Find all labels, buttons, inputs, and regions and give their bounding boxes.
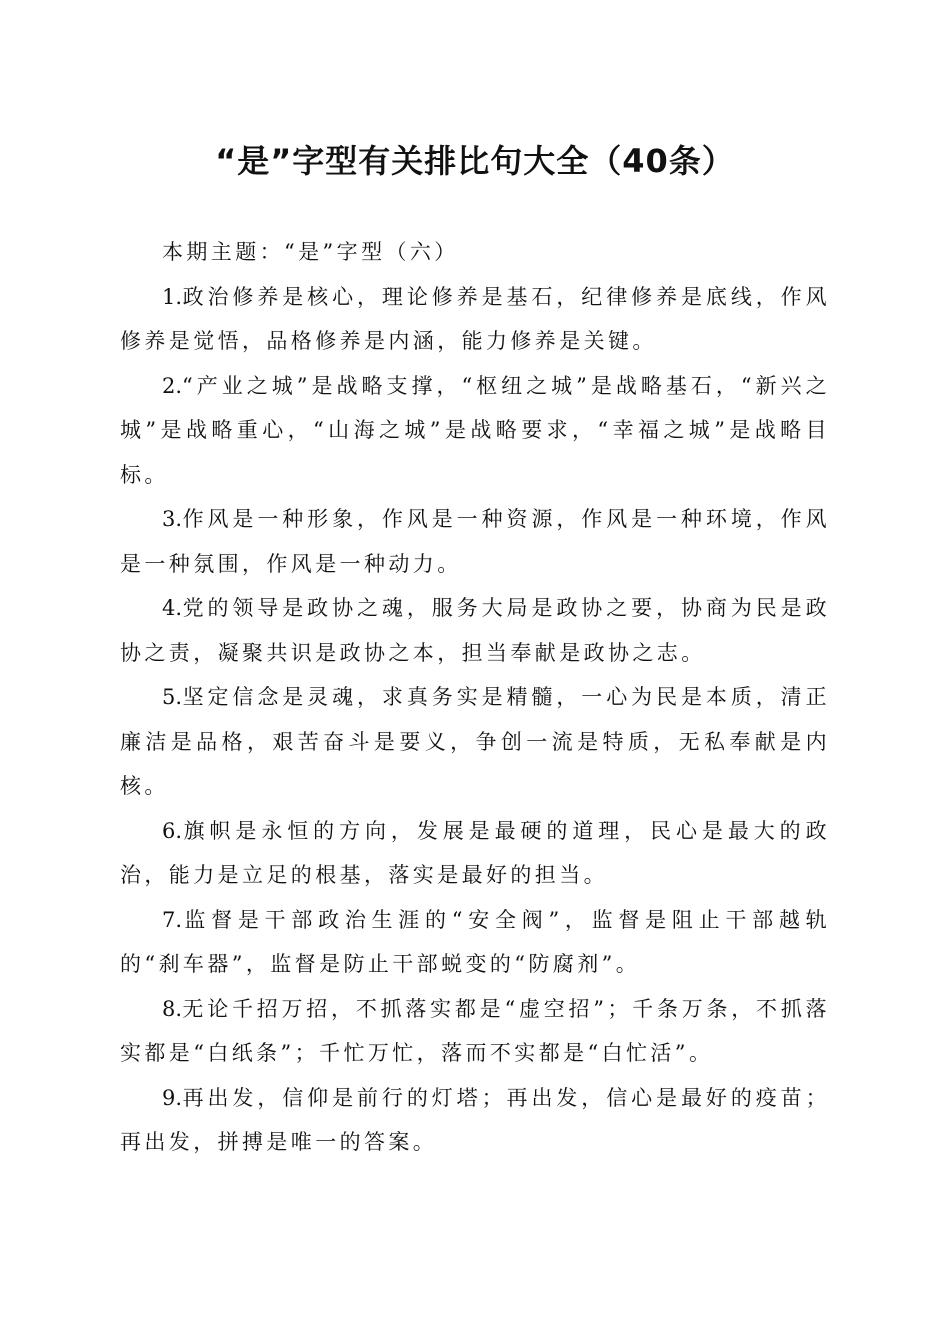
item-text: 作风是一种形象，作风是一种资源，作风是一种环境，作风是一种氛围，作风是一种动力。 [120,507,830,576]
item-text: 党的领导是政协之魂，服务大局是政协之要，协商为民是政协之责，凝聚共识是政协之本，担当奉献是政协之志。 [120,596,830,665]
item-number: 8. [162,996,183,1021]
list-item [120,586,830,675]
list-item [120,275,830,364]
list-item [120,1076,830,1165]
item-number: 5. [162,685,183,709]
item-text: 政治修养是核心，理论修养是基石，纪律修养是底线，作风修养是觉悟，品格修养是内涵，能力修养是关键。 [120,284,830,353]
list-item [120,497,830,586]
item-text: 再出发，信仰是前行的灯塔；再出发，信心是最好的疫苗；再出发，拼搏是唯一的答案。 [120,1085,830,1154]
item-number: 4. [162,596,183,620]
item-text: 旗帜是永恒的方向，发展是最硬的道理，民心是最大的政治，能力是立足的根基，落实是最好的担当。 [120,818,830,887]
item-number: 7. [162,907,183,932]
list-item [120,364,830,498]
document-body [120,230,830,1165]
item-text: 坚定信念是灵魂，求真务实是精髓，一心为民是本质，清正廉洁是品格，艰苦奋斗是要义，争创一流是特质，无私奉献是内核。 [120,685,830,798]
subtitle: 本期主题：“是”字型（六） [162,240,459,264]
item-text: 监督是干部政治生涯的“安全阀”，监督是阻止干部越轨的“刹车器”，监督是防止干部蜕变的“防腐剂”。 [120,907,830,976]
item-number: 6. [162,818,183,843]
item-number: 3. [162,507,183,531]
item-number: 9. [162,1085,183,1110]
list-item [120,987,830,1076]
list-item [120,898,830,987]
item-number: 2. [162,373,183,398]
item-number: 1. [162,284,183,309]
item-text: “产业之城”是战略支撑，“枢纽之城”是战略基石，“新兴之城”是战略重心，“山海之城”是战略要求，“幸福之城”是战略目标。 [120,373,830,487]
item-text: 无论千招万招，不抓落实都是“虚空招”；千条万条，不抓落实都是“白纸条”；千忙万忙，落而不实都是“白忙活”。 [120,996,830,1065]
list-item [120,809,830,898]
list-item [120,675,830,809]
document-title: “是”字型有关排比句大全（40条） [215,142,735,180]
